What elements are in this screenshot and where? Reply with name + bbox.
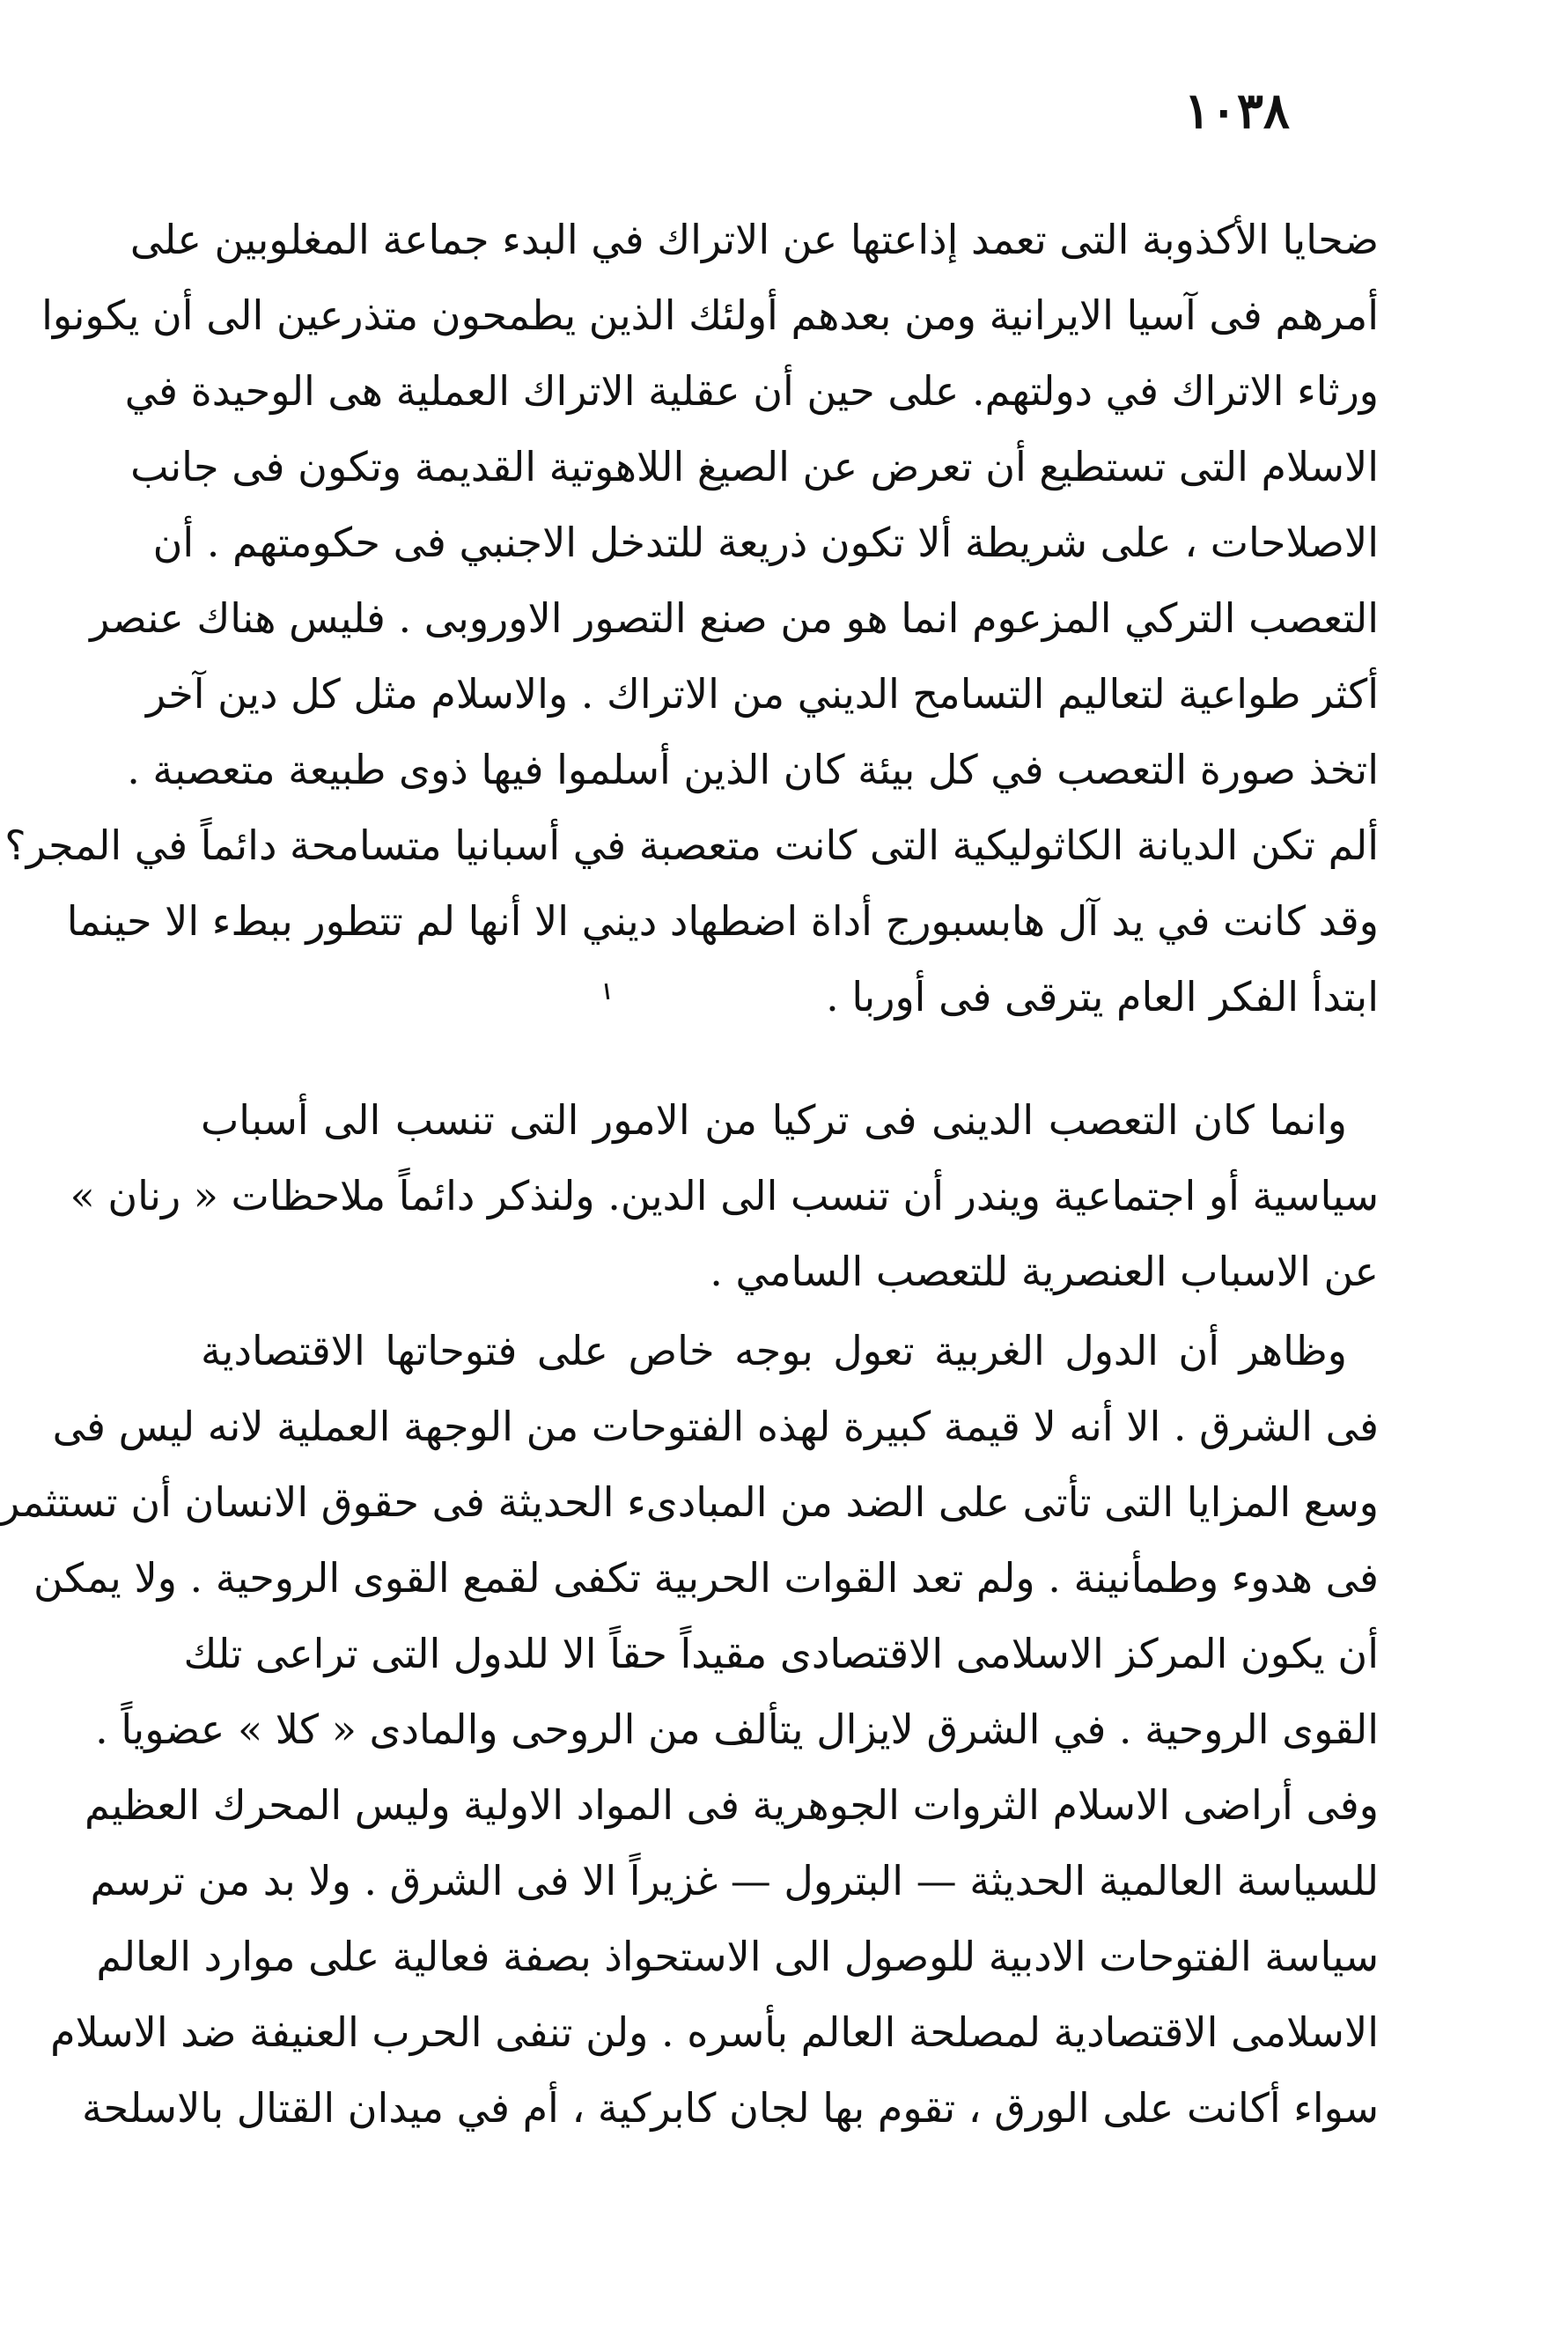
page-number: ١٠٣٨: [1183, 82, 1290, 140]
paragraph-3-line-5: أن يكون المركز الاسلامى الاقتصادى مقيداً حقاً الا للدول التى تراعى تلك: [183, 1629, 1379, 1677]
paragraph-1-line-6: التعصب التركي المزعوم انما هو من صنع التصور الاوروبى . فليس هناك عنصر: [90, 593, 1379, 642]
paragraph-1-line-3: ورثاء الاتراك في دولتهم. على حين أن عقلية الاتراك العملية هى الوحيدة في: [124, 366, 1379, 415]
paragraph-3-line-2: فى الشرق . الا أنه لا قيمة كبيرة لهذه الفتوحات من الوجهة العملية لانه ليس فى: [52, 1402, 1379, 1450]
paragraph-2-line-2: سياسية أو اجتماعية ويندر أن تنسب الى الدين. ولنذكر دائماً ملاحظات « رنان »: [70, 1171, 1379, 1219]
paragraph-1-line-1: ضحايا الأكذوبة التى تعمد إذاعتها عن الاتراك في البدء جماعة المغلوبين على: [129, 215, 1379, 263]
paragraph-1-line-10: وقد كانت في يد آل هابسبورج أداة اضطهاد ديني الا أنها لم تتطور ببطء الا حينما: [66, 896, 1379, 945]
paragraph-3-line-4: فى هدوء وطمأنينة . ولم تعد القوات الحربية تكفى لقمع القوى الروحية . ولا يمكن: [33, 1553, 1379, 1602]
paragraph-3-line-9: سياسة الفتوحات الادبية للوصول الى الاستحواذ بصفة فعالية على موارد العالم: [96, 1932, 1379, 1980]
paragraph-3-line-1: وظاهر أن الدول الغربية تعول بوجه خاص على فتوحاتها الاقتصادية: [201, 1326, 1347, 1374]
paragraph-3-line-8: للسياسة العالمية الحديثة — البترول — غزيراً الا فى الشرق . ولا بد من ترسم: [90, 1856, 1379, 1904]
paragraph-3-line-7: وفى أراضى الاسلام الثروات الجوهرية فى المواد الاولية وليس المحرك العظيم: [84, 1780, 1379, 1829]
paragraph-2-line-1: وانما كان التعصب الدينى فى تركيا من الامور التى تنسب الى أسباب: [201, 1095, 1347, 1144]
paragraph-2-line-3: عن الاسباب العنصرية للتعصب السامي .: [710, 1247, 1379, 1295]
paragraph-1-line-8: اتخذ صورة التعصب في كل بيئة كان الذين أسلموا فيها ذوى طبيعة متعصبة .: [127, 745, 1379, 793]
paragraph-1-line-4: الاسلام التى تستطيع أن تعرض عن الصيغ اللاهوتية القديمة وتكون فى جانب: [130, 442, 1379, 490]
paragraph-1-line-11: ابتدأ الفكر العام يترقى فى أوربا .: [826, 972, 1379, 1020]
paragraph-3-line-3: وسع المزايا التى تأتى على الضد من المبادىء الحديثة فى حقوق الانسان أن تستثمر: [0, 1477, 1379, 1526]
paragraph-3-line-10: الاسلامى الاقتصادية لمصلحة العالم بأسره . ولن تنفى الحرب العنيفة ضد الاسلام: [50, 2008, 1379, 2056]
paragraph-1-line-7: أكثر طواعية لتعاليم التسامح الديني من الاتراك . والاسلام مثل كل دين آخر: [145, 669, 1379, 718]
paragraph-1-line-9: ألم تكن الديانة الكاثوليكية التى كانت متعصبة في أسبانيا متسامحة دائماً في المجر؟: [4, 821, 1379, 869]
paragraph-1-line-5: الاصلاحات ، على شريطة ألا تكون ذريعة للتدخل الاجنبي فى حكومتهم . أن: [152, 518, 1379, 566]
paragraph-3-line-11: سواء أكانت على الورق ، تقوم بها لجان كابركية ، أم في ميدان القتال بالاسلحة: [81, 2083, 1379, 2132]
paragraph-3-line-6: القوى الروحية . في الشرق لايزال يتألف من الروحى والمادى « كلا » عضوياً .: [95, 1705, 1379, 1753]
paragraph-1-line-2: أمرهم فى آسيا الايرانية ومن بعدهم أولئك الذين يطمحون متذرعين الى أن يكونوا: [41, 291, 1379, 339]
